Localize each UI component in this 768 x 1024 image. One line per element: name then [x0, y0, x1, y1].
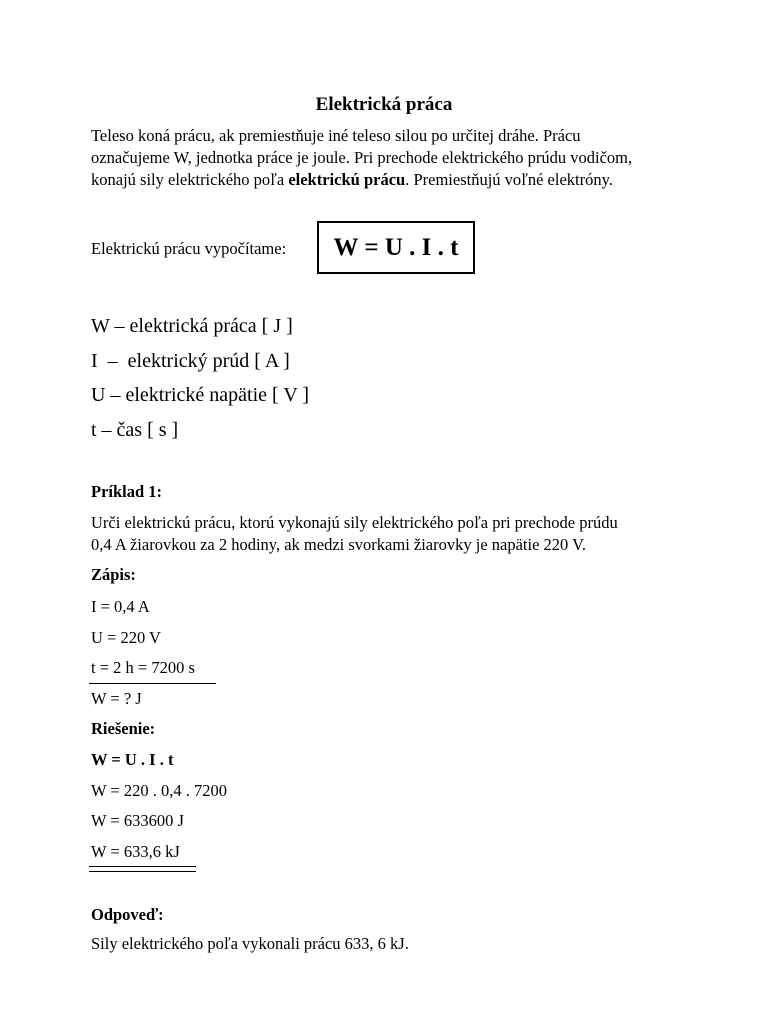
legend-item-work: W – elektrická práca [ J ] [91, 315, 293, 337]
legend-item-voltage: U – elektrické napätie [ V ] [91, 384, 310, 406]
problem-line-2: 0,4 A žiarovkou za 2 hodiny, ak medzi svorkami žiarovky je napätie 220 V. [91, 535, 587, 554]
problem-line-1: Urči elektrickú prácu, ktorú vykonajú sily elektrického poľa pri prechode prúdu [91, 513, 618, 532]
odpoved-heading: Odpoveď: [91, 905, 164, 924]
result-underline-1 [89, 866, 196, 867]
example-problem [91, 512, 676, 556]
zapis-lines [91, 595, 195, 717]
zapis-divider [89, 683, 216, 684]
intro-paragraph [91, 125, 676, 191]
result-underline-2 [89, 871, 196, 872]
zapis-heading: Zápis: [91, 565, 136, 584]
riesenie-heading: Riešenie: [91, 719, 156, 738]
intro-emphasis: elektrickú prácu [288, 170, 406, 189]
riesenie-lines [91, 748, 227, 870]
document-title: Elektrická práca [315, 94, 453, 115]
riesenie-formula: W = U . I . t [91, 750, 174, 769]
riesenie-line-result: W = 633,6 kJ [91, 841, 180, 861]
legend-item-time: t – čas [ s ] [91, 418, 179, 441]
formula-text: W = U . I . t [333, 233, 459, 261]
intro-line-3-start: konajú sily elektrického poľa [91, 170, 289, 189]
zapis-line-unknown: W = ? J [91, 688, 142, 708]
zapis-line-voltage: U = 220 V [91, 627, 161, 647]
intro-line-1: Teleso koná prácu, ak premiestňuje iné teleso silou po určitej dráhe. Prácu [91, 126, 581, 145]
legend-item-current: I – elektrický prúd [ A ] [91, 349, 290, 372]
intro-line-2: označujeme W, jednotka práce je joule. Pri prechode elektrického prúdu vodičom, [91, 148, 633, 167]
riesenie-line-substitution: W = 220 . 0,4 . 7200 [91, 780, 227, 800]
odpoved-text: Sily elektrického poľa vykonali prácu 633, 6 kJ. [91, 934, 409, 953]
zapis-line-current: I = 0,4 A [91, 597, 150, 616]
formula-box [317, 221, 475, 274]
intro-line-3-end: . Premiestňujú voľné elektróny. [405, 170, 613, 189]
symbol-legend [91, 312, 309, 450]
formula-label: Elektrickú prácu vypočítame: [91, 239, 287, 258]
zapis-line-time: t = 2 h = 7200 s [91, 658, 195, 677]
intro-line-3 [91, 169, 676, 191]
riesenie-line-joules: W = 633600 J [91, 811, 184, 830]
example-heading: Príklad 1: [91, 482, 163, 501]
